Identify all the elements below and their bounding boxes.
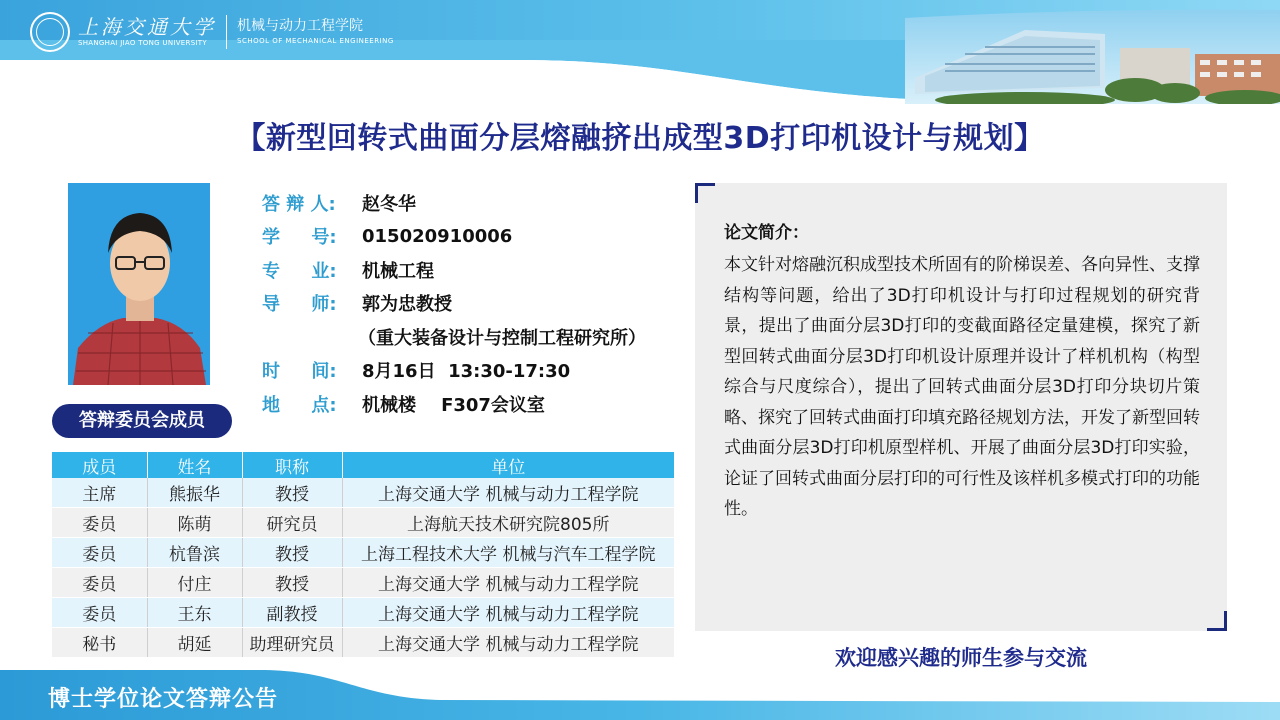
column-header: 姓名: [147, 452, 242, 478]
table-cell: 委员: [52, 508, 147, 538]
info-row-location: [262, 387, 682, 421]
table-cell: 上海交通大学 机械与动力工程学院: [342, 628, 674, 658]
info-row-time: [262, 354, 682, 388]
table-cell: 熊振华: [147, 478, 242, 508]
campus-buildings-image: [905, 8, 1280, 104]
info-label: 专 业:: [262, 260, 337, 282]
info-value: 015020910006: [362, 225, 513, 247]
table-cell: 上海交通大学 机械与动力工程学院: [342, 568, 674, 598]
candidate-portrait-image: [68, 183, 210, 385]
table-row: [52, 628, 674, 658]
committee-table: [52, 452, 674, 658]
table-cell: 付庄: [147, 568, 242, 598]
info-value: 赵冬华: [362, 193, 416, 215]
school-name-cn: 机械与动力工程学院: [237, 18, 363, 34]
page-title: 【新型回转式曲面分层熔融挤出成型3D打印机设计与规划】: [235, 121, 1045, 156]
table-cell: 杭鲁滨: [147, 538, 242, 568]
table-cell: 上海交通大学 机械与动力工程学院: [342, 478, 674, 508]
table-cell: 委员: [52, 538, 147, 568]
info-row-student-id: [262, 220, 682, 254]
table-cell: 助理研究员: [242, 628, 342, 658]
header-banner: [0, 0, 1280, 108]
column-header: 职称: [242, 452, 342, 478]
column-header: 成员: [52, 452, 147, 478]
info-row-advisor: [262, 287, 682, 321]
logo-divider: [226, 15, 227, 49]
university-name-cn: 上海交通大学: [78, 15, 216, 39]
school-name-en: SCHOOL OF MECHANICAL ENGINEERING: [237, 37, 394, 45]
info-row-candidate: [262, 186, 682, 220]
info-label: 答 辩 人:: [262, 193, 336, 215]
committee-badge: 答辩委员会成员: [52, 404, 232, 438]
table-cell: 主席: [52, 478, 147, 508]
table-cell: 上海航天技术研究院805所: [342, 508, 674, 538]
info-label: 地 点:: [262, 394, 337, 416]
info-value: 机械工程: [362, 260, 434, 282]
table-cell: 委员: [52, 568, 147, 598]
table-cell: 委员: [52, 598, 147, 628]
table-row: [52, 568, 674, 598]
info-value: 郭为忠教授: [362, 294, 452, 316]
info-value: 8月16日 13:30-17:30: [362, 361, 571, 383]
university-seal-icon: [30, 12, 70, 52]
table-cell: 教授: [242, 478, 342, 508]
table-cell: 上海交通大学 机械与动力工程学院: [342, 598, 674, 628]
info-label: 学 号:: [262, 227, 337, 249]
candidate-info: [262, 186, 682, 421]
university-name-en: SHANGHAI JIAO TONG UNIVERSITY: [78, 39, 207, 47]
table-row: [52, 478, 674, 508]
corner-bracket-decoration: [1207, 611, 1227, 631]
info-label: 导 师:: [262, 294, 337, 316]
column-header: 单位: [342, 452, 674, 478]
table-row: [52, 598, 674, 628]
corner-bracket-decoration: [695, 183, 715, 203]
info-value: 机械楼 F307会议室: [362, 394, 545, 416]
table-cell: 胡延: [147, 628, 242, 658]
footer-title: 博士学位论文答辩公告: [48, 686, 279, 712]
info-row-major: [262, 253, 682, 287]
abstract-title: 论文简介：: [724, 223, 809, 243]
table-cell: 教授: [242, 568, 342, 598]
table-row: [52, 508, 674, 538]
info-row-advisor-institute: [262, 320, 682, 354]
table-cell: 秘书: [52, 628, 147, 658]
table-cell: 研究员: [242, 508, 342, 538]
table-header-row: [52, 452, 674, 478]
table-cell: 副教授: [242, 598, 342, 628]
abstract-body: 本文针对熔融沉积成型技术所固有的阶梯误差、各向异性、支撑结构等问题，给出了3D打印机设计与打印过程规划的研究背景，提出了曲面分层3D打印的变截面路径定量建模，探究了新型回转式曲面分层3D打印机设计原理并设计了样机机构（构型综合与尺度综合），提出了回转式曲面分层3D打印分块切片策略、探究了回转式曲面打印填充路径规划方法，开发了新型回转式曲面分层3D打印机原型样机、开展了曲面分层3D打印实验，论证了回转式曲面分层打印的可行性及该样机多模式打印的功能性。: [724, 255, 1200, 519]
university-logo: [30, 10, 394, 54]
info-label: 时 间:: [262, 361, 337, 383]
table-cell: 教授: [242, 538, 342, 568]
info-value: （重大装备设计与控制工程研究所）: [358, 327, 646, 349]
table-cell: 陈萌: [147, 508, 242, 538]
table-cell: 上海工程技术大学 机械与汽车工程学院: [342, 538, 674, 568]
welcome-message: 欢迎感兴趣的师生参与交流: [835, 646, 1087, 670]
table-cell: 王东: [147, 598, 242, 628]
table-row: [52, 538, 674, 568]
